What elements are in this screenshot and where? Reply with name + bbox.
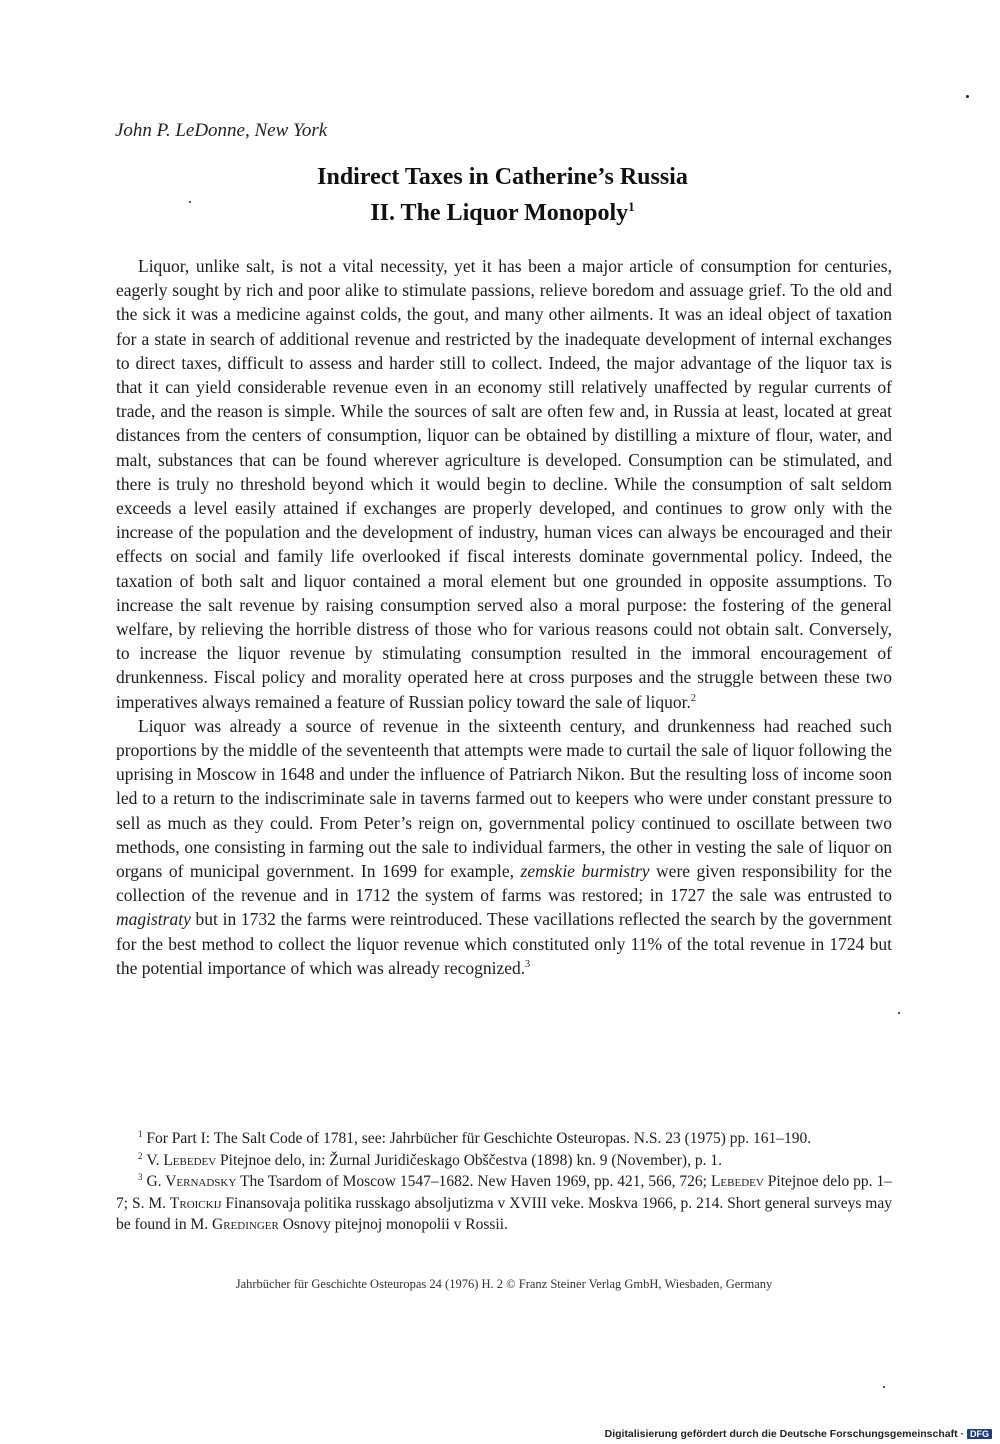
footnote-3-text-a: The Tsardom of Moscow 1547–1682. New Haven 1969, pp. 421, 566, 726; [236,1173,711,1190]
scan-speck [883,1386,885,1388]
footnote-3-text-d: Osnovy pitejnoj monopolii v Rossii. [278,1216,508,1233]
footnote-3-text-b: Pitejnoe delo pp. 1–7; S. M. [116,1173,892,1212]
term-zemskie-burmistry: zemskie burmistry [520,861,650,882]
footnote-2-author: V. Lebedev [146,1151,217,1169]
footnote-1-mark: 1 [138,1128,143,1139]
title-footnote-mark[interactable]: 1 [628,199,635,214]
footnote-2-mark: 2 [138,1150,143,1161]
title-line-1: Indirect Taxes in Catherine’s Russia [317,164,688,190]
paragraph-2-text-c: but in 1732 the farms were reintroduced. These vacillations reflected the search by the government for the best method to collect the liquor revenue which constituted only 11% of the total revenue in 1724 but the potential importance of which was already recognized. [116,909,892,978]
author-line: John P. LeDonne, New York [115,120,328,141]
footnote-3-author-troickij: Troickij [169,1194,222,1212]
paragraph-2-text-a: Liquor was already a source of revenue in the sixteenth century, and drunkenness had reached such proportions by the middle of the seventeenth that attempts were made to curtail the sale of liquor following the uprising in Moscow in 1648 and under the influence of Patriarch Nikon. But the resulting loss of income soon led to a return to the indiscriminate sale in taverns farmed out to keepers who were under constant pressure to sell as much as they could. From Peter’s reign on, governmental policy continued to oscillate between two methods, one consisting in farming out the sale to individual farmers, the other in vesting the sale of liquor on organs of municipal government. In 1699 for example, [116,715,892,882]
paragraph-1-text: Liquor, unlike salt, is not a vital necessity, yet it has been a major article of consumption for centuries, eagerly sought by rich and poor alike to stimulate passions, relieve boredom and assuage grief. To the old and the sick it was a medicine against colds, the gout, and many other ailments. It was an ideal object of taxation for a state in search of additional revenue and restricted by the inadequate development of internal exchanges to direct taxes, difficult to assess and harder still to collect. Indeed, the major advantage of the liquor tax is that it can yield considerable revenue even in an economy still relatively unaffected by regular currents of trade, and the reason is simple. While the sources of salt are often few and, in Russia at least, located at great distances from the centers of consumption, liquor can be obtained by distilling a mixture of flour, water, and malt, substances that can be found wherever agriculture is developed. Consumption can be stimulated, and there is truly no threshold beyond which it would begin to decline. While the consumption of salt seldom exceeds a level easily attained if exchanges are properly developed, and continues to grow only with the increase of the population and the development of industry, human vices can always be encouraged and their effects on social and family life overlooked if fiscal interests dominate governmental policy. Indeed, the taxation of both salt and liquor contained a moral element but one grounded in opposite assumptions. To increase the salt revenue by raising consumption served also a moral purpose: the fostering of the general welfare, by relieving the horrible distress of those who for various reasons could not obtain salt. Conversely, to increase the liquor revenue by stimulating consumption resulted in the immoral encouragement of drunkenness. Fiscal policy and morality operated here at cross purposes and the struggle between these two imperatives always remained a feature of Russian policy toward the sale of liquor. [116,256,892,712]
title-line-2-text: II. The Liquor Monopoly [370,200,629,226]
footnote-ref-2[interactable]: 2 [690,692,696,704]
scan-speck [898,1012,900,1014]
dfg-notice-text: Digitalisierung gefördert durch die Deutsche Forschungsgemeinschaft · [604,1428,964,1440]
footnote-3 [116,1171,892,1236]
footnote-1-text: For Part I: The Salt Code of 1781, see: Jahrbücher für Geschichte Osteuropas. N.S. 23 (1975) pp. 161–190. [146,1130,812,1147]
article-title [115,163,890,228]
footnote-3-text-c: Finansovaja politika russkago absoljutizma v XVIII veke. Moskva 1966, p. 214. Short general surveys may be found in M. [116,1194,892,1233]
paragraph-2-text-b: were given responsibility for the collection of the revenue and in 1712 the system of farms was restored; in 1727 the sale was entrusted to [116,861,892,906]
scan-speck [966,95,969,98]
dfg-logo: DFG [967,1429,992,1439]
dfg-notice [605,1428,992,1440]
footnote-3-mark: 3 [138,1171,143,1182]
journal-footer: Jahrbücher für Geschichte Osteuropas 24 (1976) H. 2 © Franz Steiner Verlag GmbH, Wiesbaden, Germany [235,1277,773,1291]
footnote-3-author-vernadsky: G. Vernadsky [146,1173,237,1190]
term-magistraty: magistraty [116,909,191,930]
paragraph-1 [116,254,892,714]
footnote-ref-3[interactable]: 3 [525,959,531,971]
article-body [116,254,892,980]
title-line-2 [115,192,890,228]
footnotes [116,1128,892,1236]
footnote-3-author-gredinger: Gredinger [212,1216,279,1233]
paragraph-2 [116,714,892,980]
footnote-2 [116,1150,892,1172]
footnote-3-author-lebedev: Lebedev [710,1173,764,1190]
footnote-1 [116,1128,892,1150]
scan-speck [189,201,191,203]
footnote-2-text: Pitejnoe delo, in: Žurnal Juridičeskago Obščestva (1898) kn. 9 (November), p. 1. [216,1151,722,1169]
